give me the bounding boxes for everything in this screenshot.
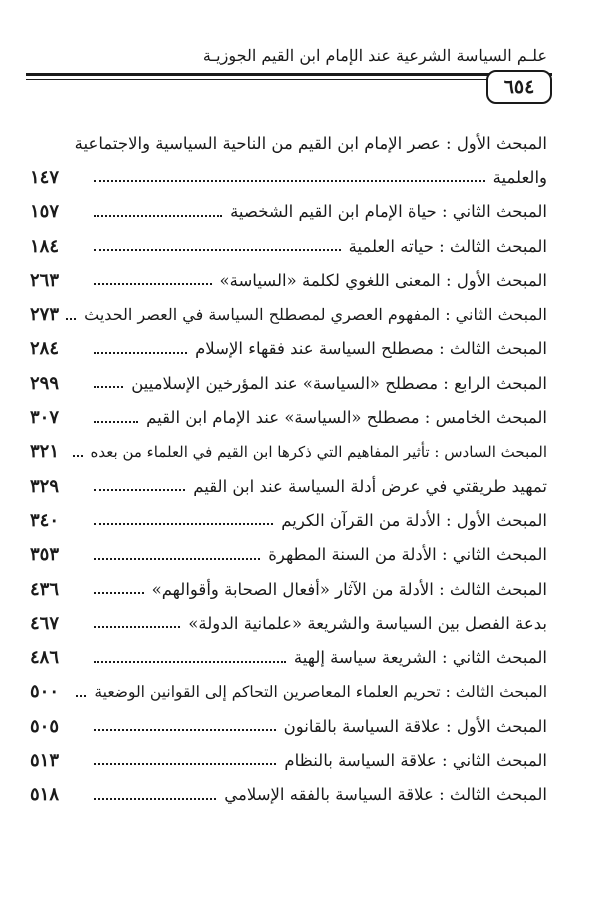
page-number-box — [486, 70, 552, 104]
toc-entry — [30, 606, 547, 640]
dot-leader — [94, 215, 222, 217]
toc-entry-page: ٢٦٣ — [30, 269, 60, 291]
toc-entry-page: ٥١٨ — [30, 784, 60, 806]
toc-entry — [30, 435, 547, 469]
toc-entry-page: ٤٦٧ — [30, 612, 60, 634]
table-of-contents — [30, 126, 547, 812]
toc-entry-title: المبحث الثالث : مصطلح السياسة عند فقهاء الإسلام — [195, 339, 547, 359]
header-rule-thick — [26, 73, 552, 76]
toc-entry — [30, 503, 547, 537]
dot-leader — [94, 523, 273, 525]
toc-entry-page: ٢٨٤ — [30, 338, 60, 360]
toc-entry-page: ٤٨٦ — [30, 647, 60, 669]
dot-leader — [66, 318, 76, 320]
toc-entry-page: ١٨٤ — [30, 235, 60, 257]
toc-entry-page: ٣٢٩ — [30, 475, 60, 497]
toc-entry — [30, 709, 547, 743]
toc-entry-page: ١٤٧ — [30, 166, 60, 188]
toc-entry-page: ٥٠٥ — [30, 715, 60, 737]
toc-entry-page: ٥٠٠ — [30, 681, 60, 703]
toc-entry-page: ٣٥٣ — [30, 544, 60, 566]
dot-leader — [94, 421, 138, 423]
dot-leader — [94, 489, 185, 491]
toc-entry — [30, 400, 547, 434]
dot-leader — [94, 798, 216, 800]
toc-entry-page: ٢٧٣ — [30, 304, 60, 326]
toc-entry-title: المبحث الأول : علاقة السياسة بالقانون — [283, 716, 547, 736]
toc-entry-title: المبحث الثالث : حياته العلمية — [348, 236, 547, 256]
dot-leader — [94, 249, 341, 251]
header-rule-thin — [26, 79, 552, 80]
toc-entry-title: المبحث الثالث : علاقة السياسة بالفقه الإسلامي — [224, 785, 547, 805]
toc-entry-title: المبحث الثالث : تحريم العلماء المعاصرين التحاكم إلى القوانين الوضعية — [94, 682, 547, 701]
dot-leader — [94, 661, 286, 663]
toc-entry-title: المبحث الثاني : المفهوم العصري لمصطلح السياسة في العصر الحديث — [84, 305, 547, 325]
toc-entry-page: ٣٠٧ — [30, 407, 60, 429]
toc-entry-title: المبحث الثاني : الأدلة من السنة المطهرة — [268, 545, 547, 565]
dot-leader — [94, 763, 276, 765]
toc-entry-title: المبحث الأول : الأدلة من القرآن الكريم — [281, 510, 547, 530]
toc-entry-page: ٤٣٦ — [30, 578, 60, 600]
toc-entry — [30, 743, 547, 777]
dot-leader — [94, 592, 144, 594]
toc-entry — [30, 778, 547, 812]
toc-entry-title: المبحث السادس : تأثير المفاهيم التي ذكرها ابن القيم في العلماء من بعده — [90, 442, 547, 461]
dot-leader — [94, 283, 212, 285]
toc-entry — [30, 160, 547, 194]
dot-leader — [94, 626, 180, 628]
toc-entry — [30, 126, 547, 160]
toc-entry — [30, 297, 547, 331]
toc-entry — [30, 538, 547, 572]
toc-entry-title: المبحث الثالث : الأدلة من الآثار «أفعال الصحابة وأقوالهم» — [151, 579, 547, 599]
toc-entry — [30, 640, 547, 674]
toc-entry-page: ٣٤٠ — [30, 509, 60, 531]
dot-leader — [94, 352, 187, 354]
toc-entry-page: ٢٩٩ — [30, 372, 60, 394]
running-title: علـم السياسة الشرعية عند الإمام ابن القيم الجوزيـة — [202, 46, 547, 65]
toc-entry — [30, 229, 547, 263]
toc-entry-title: المبحث الثاني : الشريعة سياسة إلهية — [293, 648, 547, 668]
toc-entry-page: ٥١٣ — [30, 749, 60, 771]
dot-leader — [76, 695, 86, 697]
dot-leader — [94, 180, 485, 182]
dot-leader — [73, 455, 83, 457]
dot-leader — [94, 729, 276, 731]
toc-entry-page: ١٥٧ — [30, 201, 60, 223]
toc-entry-title: المبحث الثاني : حياة الإمام ابن القيم الشخصية — [230, 202, 547, 222]
toc-entry-title: المبحث الخامس : مصطلح «السياسة» عند الإمام ابن القيم — [146, 408, 547, 428]
toc-entry-title: المبحث الثاني : علاقة السياسة بالنظام — [284, 750, 547, 770]
toc-entry — [30, 469, 547, 503]
toc-entry-page: ٣٢١ — [30, 441, 60, 463]
toc-entry-title: المبحث الرابع : مصطلح «السياسة» عند المؤرخين الإسلاميين — [131, 373, 547, 393]
toc-entry — [30, 263, 547, 297]
toc-entry — [30, 572, 547, 606]
toc-entry-title: بدعة الفصل بين السياسة والشريعة «علمانية الدولة» — [188, 613, 547, 633]
toc-entry-title: والعلمية — [492, 167, 547, 187]
toc-entry — [30, 332, 547, 366]
dot-leader — [94, 558, 260, 560]
toc-entry-title: المبحث الأول : المعنى اللغوي لكلمة «السياسة» — [219, 270, 547, 290]
dot-leader — [94, 386, 123, 388]
toc-entry-title: المبحث الأول : عصر الإمام ابن القيم من الناحية السياسية والاجتماعية — [74, 133, 547, 153]
toc-entry — [30, 195, 547, 229]
toc-entry — [30, 675, 547, 709]
toc-entry-title: تمهيد طريقتي في عرض أدلة السياسة عند ابن القيم — [193, 476, 547, 496]
toc-entry — [30, 366, 547, 400]
page-number: ٦٥٤ — [503, 76, 535, 98]
